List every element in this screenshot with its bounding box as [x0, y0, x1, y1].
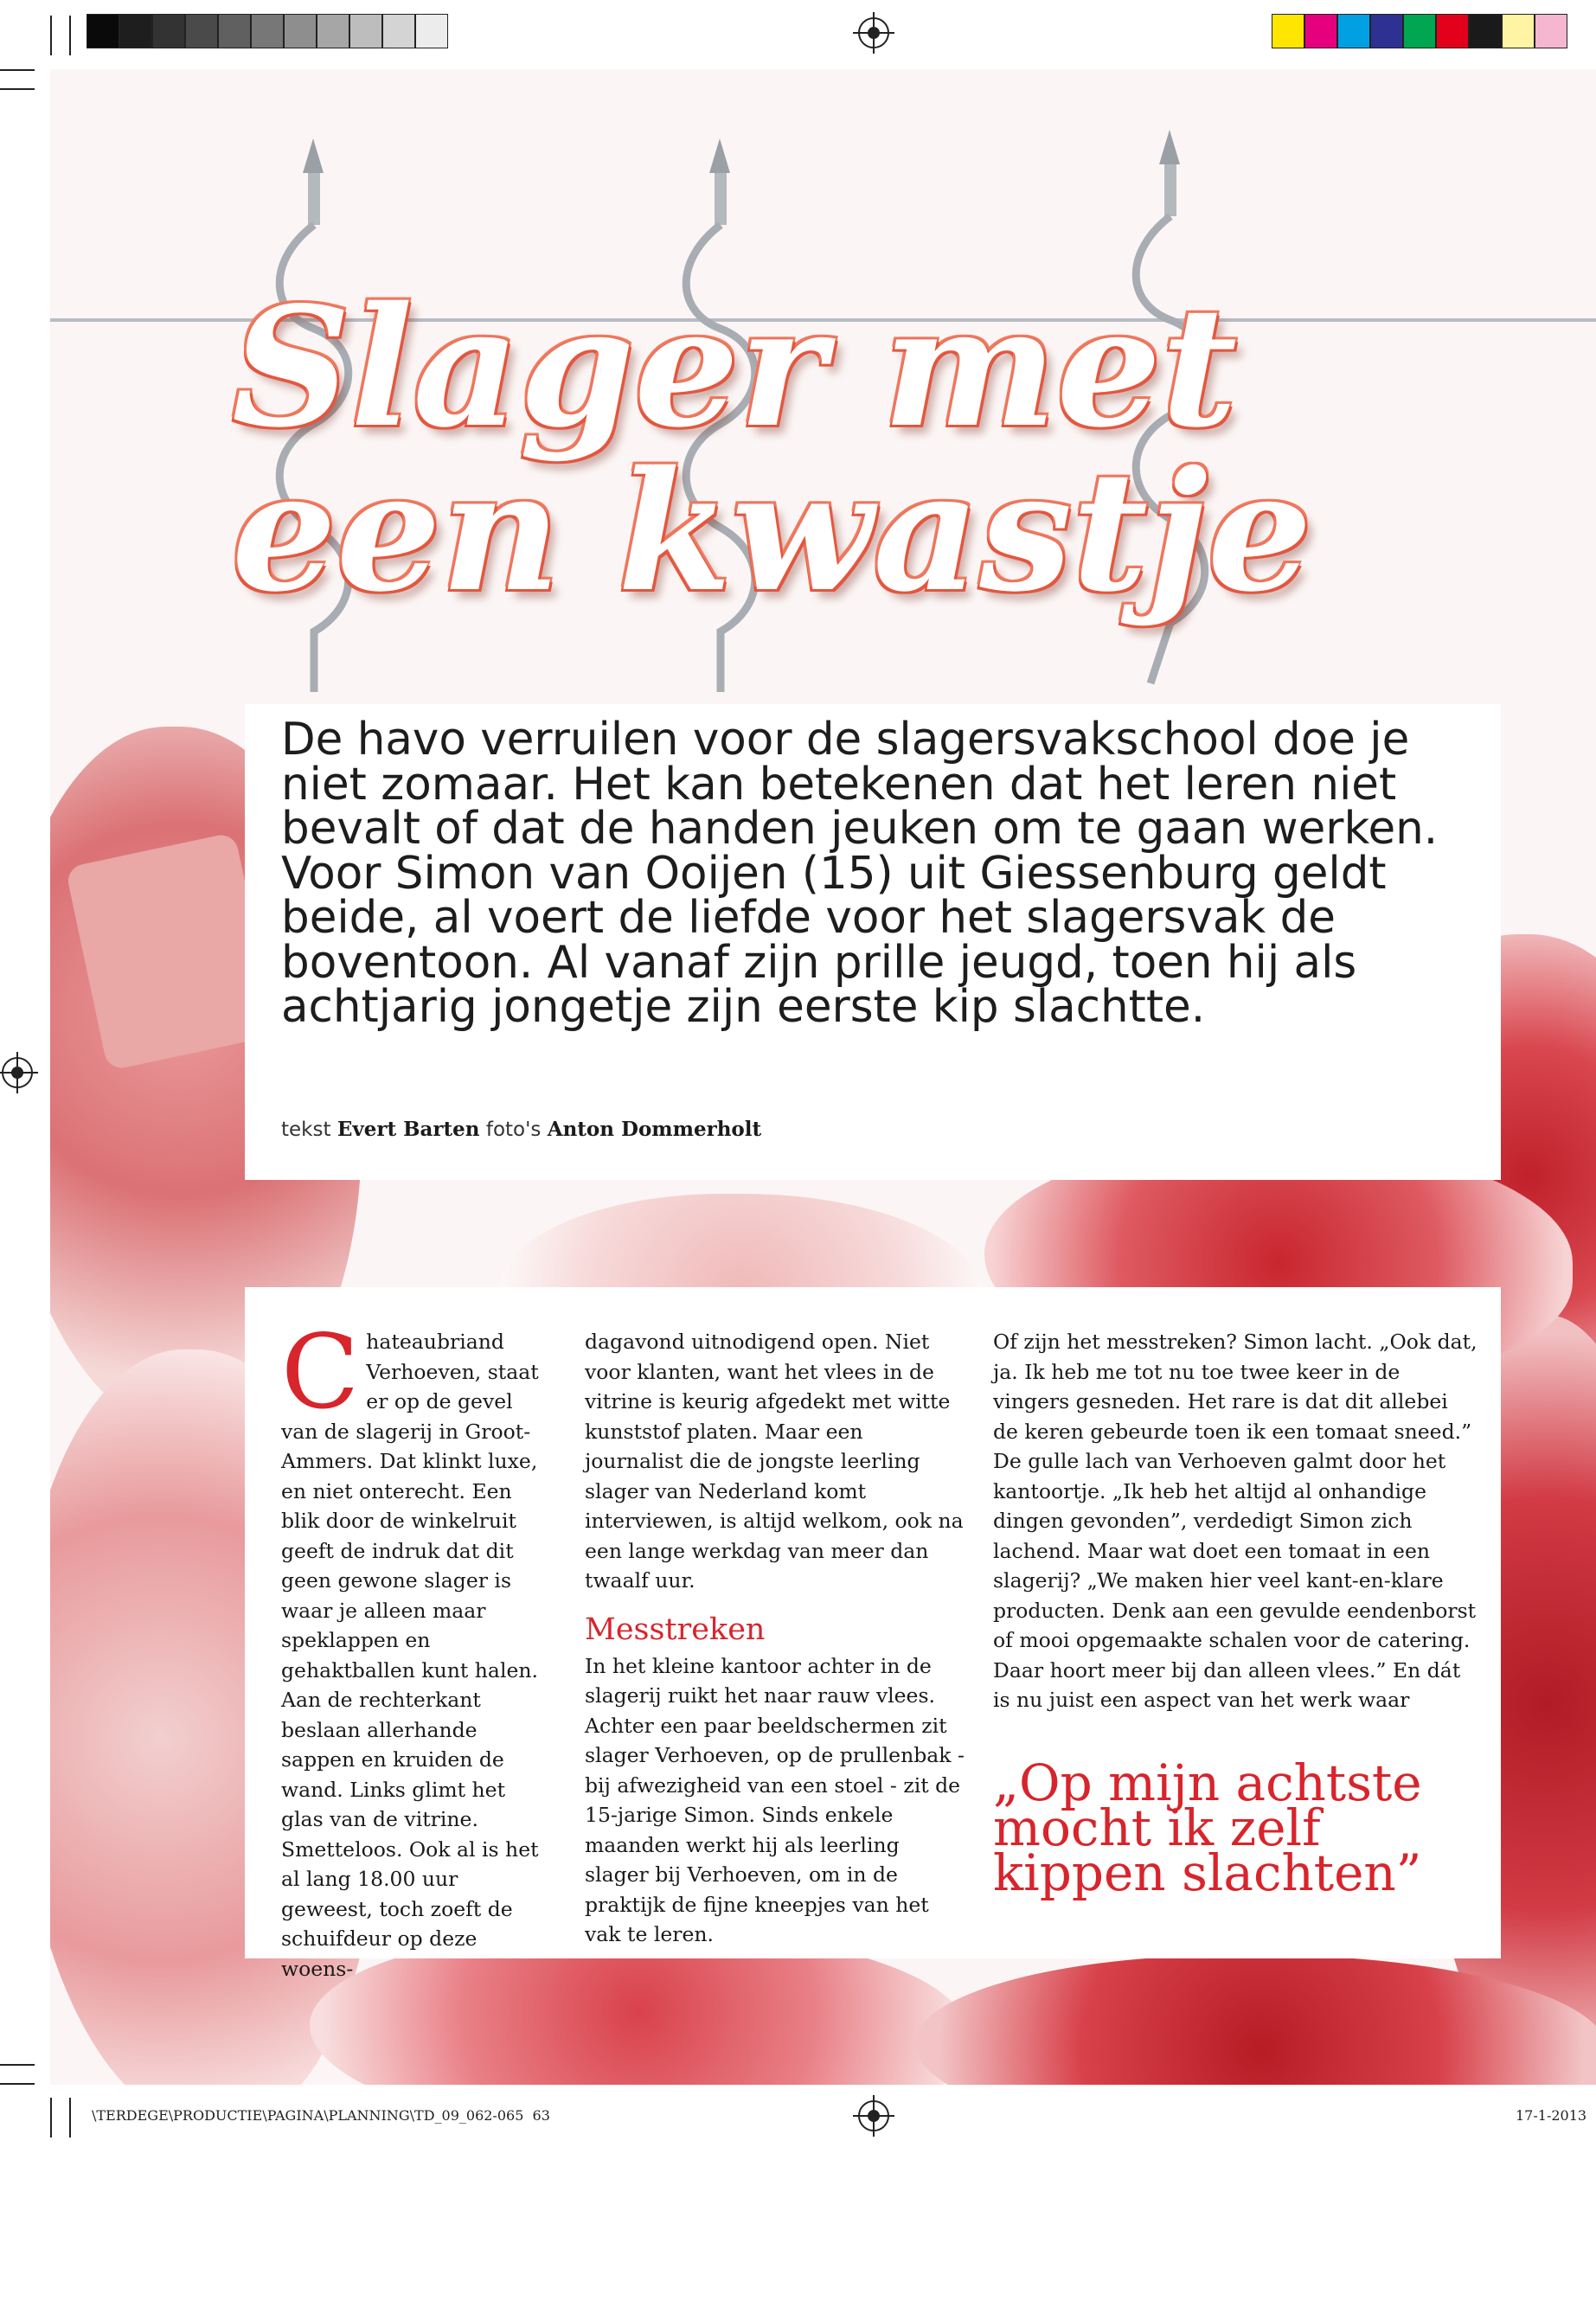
color-swatch: [317, 14, 349, 48]
byline-photo-label: foto's: [485, 1118, 542, 1141]
color-swatch: [382, 14, 415, 48]
byline-author: Evert Barten: [337, 1118, 480, 1141]
pull-quote: „Op mijn achtste mocht ik zelf kippen slachten”: [993, 1753, 1422, 1902]
color-swatch: [349, 14, 382, 48]
color-swatch: [1436, 14, 1469, 48]
color-swatch: [1370, 14, 1403, 48]
footer-page-number: 63: [532, 2107, 550, 2124]
column-2-text-b: In het kleine kantoor achter in de slagerij ruikt het naar rauw vlees. Achter een paar beeldschermen zit slager Verhoeven, op de prullenbak - bij afwezigheid van een stoel - zit de 15-jarige Simon. Sinds enkele maanden werkt hij als leerling slager bij Verhoeven, om in de praktijk de fijne kneepjes van het vak te leren.: [585, 1653, 965, 1946]
byline-photographer: Anton Dommerholt: [547, 1118, 762, 1141]
color-swatch: [1469, 14, 1502, 48]
subheading: Messtreken: [585, 1612, 766, 1647]
crop-mark: [69, 16, 71, 55]
byline: [281, 1118, 761, 1141]
footer-date: 17-1-2013: [1516, 2107, 1587, 2124]
drop-cap: C: [281, 1312, 360, 1432]
column-2-text-a: dagavond uitnodigend open. Niet voor klanten, want het vlees in de vitrine is keurig afgedekt met witte kunststof platen. Maar een journalist die de jongste leerling slager van Nederland komt interviewen, is altijd welkom, ook na een lange werkdag van meer dan twaalf uur.: [585, 1330, 964, 1593]
color-swatch: [1535, 14, 1567, 48]
article-column-2: [585, 1327, 965, 1950]
article-column-1: [281, 1312, 551, 1984]
color-swatch: [152, 14, 185, 48]
color-swatch: [1502, 14, 1535, 48]
registration-mark-icon: [2, 1057, 33, 1088]
color-swatch: [1337, 14, 1370, 48]
column-1-text: hateaubriand Verhoeven, staat er op de gevel van de slagerij in Groot-Ammers. Dat klinkt luxe, en niet onterecht. Een blik door de winkelruit geeft de indruk dat dit geen gewone slager is waar je alleen maar speklappen en gehaktballen kunt halen. Aan de rechterkant beslaan allerhande sappen en kruiden de wand. Links glimt het glas van de vitrine. Smetteloos. Ook al is het al lang 18.00 uur geweest, toch zoeft de schuifdeur op deze woens-: [281, 1330, 539, 1981]
footer-path: \TERDEGE\PRODUCTIE\PAGINA\PLANNING\TD_09_062-065: [92, 2107, 524, 2124]
title-line-2: een kwastje: [232, 435, 1312, 628]
color-swatch: [185, 14, 218, 48]
crop-mark: [0, 88, 35, 90]
lead-paragraph: De havo verruilen voor de slagersvakschool doe je niet zomaar. Het kan betekenen dat het leren niet bevalt of dat de handen jeuken om te gaan werken. Voor Simon van Ooijen (15) uit Giessenburg geldt beide, al voert de liefde voor het slagersvak de boventoon. Al vanaf zijn prille jeugd, toen hij als achtjarig jongetje zijn eerste kip slachtte.: [281, 714, 1439, 1033]
footer-file-path: [92, 2107, 550, 2124]
column-3-text: Of zijn het messtreken? Simon lacht. „Ook dat, ja. Ik heb me tot nu toe twee keer in de vingers gesneden. Het rare is dat dit allebei de keren gebeurde toen ik een tomaat sneed.” De gulle lach van Verhoeven galmt door het kantoortje. „Ik heb het altijd al onhandige dingen gevonden”, verdedigt Simon zich lachend. Maar wat doet een tomaat in een slagerij? „We maken hier veel kant-en-klare producten. Denk aan een gevulde eendenborst of mooi opgemaakte schalen voor de catering. Daar hoort meer bij dan alleen vlees.” En dát is nu juist een aspect van het werk waar: [993, 1330, 1477, 1712]
color-swatch: [1272, 14, 1304, 48]
crop-mark: [50, 2098, 52, 2138]
color-swatch: [1403, 14, 1436, 48]
color-swatch: [415, 14, 448, 48]
title-line-1: Slager met: [232, 271, 1238, 464]
color-swatch: [87, 14, 119, 48]
registration-mark-icon: [858, 2100, 889, 2131]
gray-color-bar: [87, 14, 448, 50]
crop-mark: [0, 2064, 35, 2066]
crop-mark: [69, 2098, 71, 2138]
article-title: [232, 271, 1312, 628]
process-color-bar: [1272, 14, 1567, 50]
color-swatch: [218, 14, 251, 48]
color-swatch: [251, 14, 284, 48]
byline-text-label: tekst: [281, 1118, 331, 1141]
article-column-3: [993, 1327, 1477, 1715]
crop-mark: [0, 2083, 35, 2085]
crop-mark: [50, 16, 52, 55]
registration-mark-icon: [858, 17, 889, 48]
color-swatch: [1304, 14, 1337, 48]
color-swatch: [284, 14, 317, 48]
crop-mark: [0, 69, 35, 71]
color-swatch: [119, 14, 152, 48]
